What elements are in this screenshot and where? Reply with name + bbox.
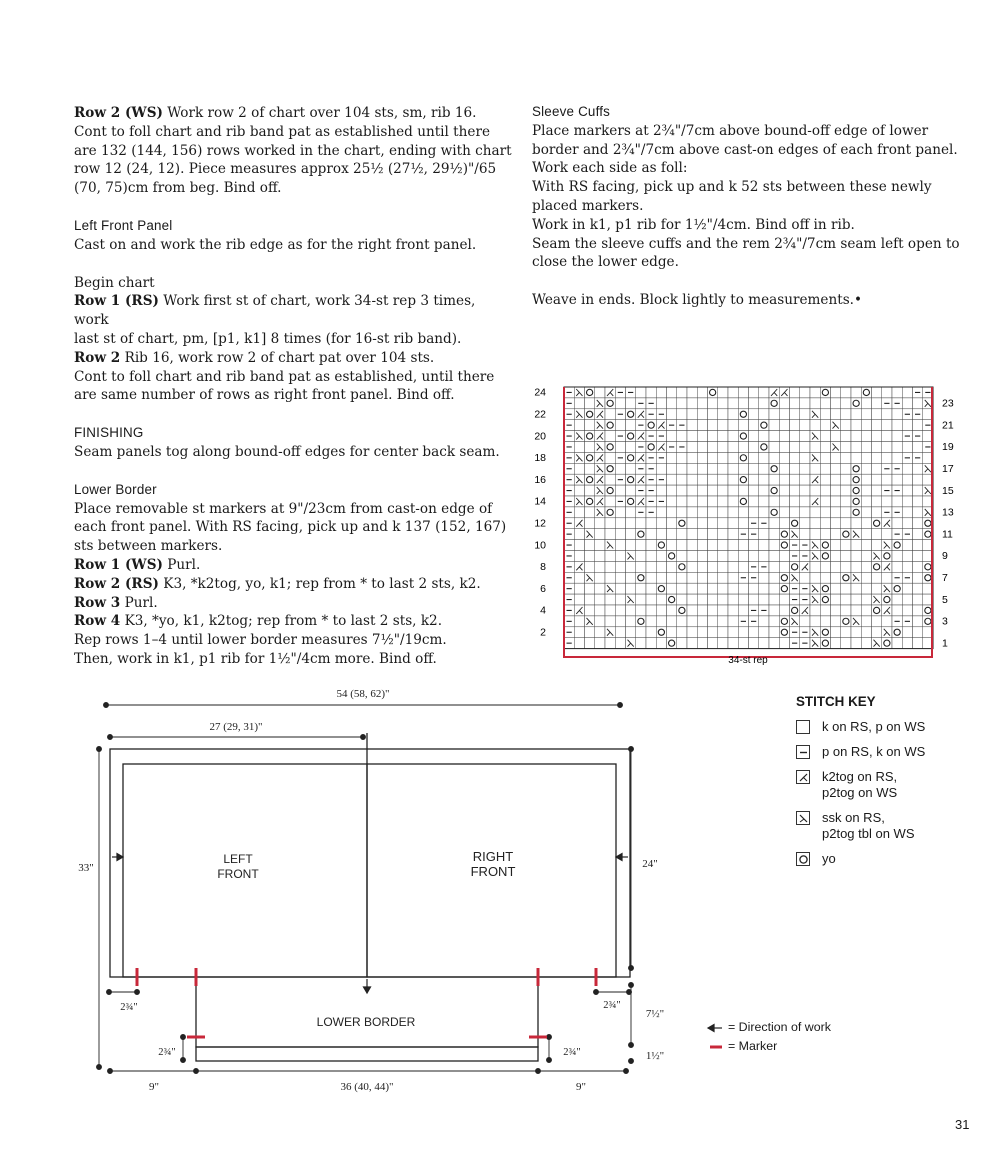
key-label: p on RS, k on WS (822, 744, 926, 759)
row-label-left: 18 (534, 452, 546, 465)
dim-dot (104, 703, 109, 708)
text-line: Seam panels tog along bound-off edges for center back seam. (74, 443, 500, 460)
dim-dot (135, 990, 140, 995)
section-heading: Left Front Panel (74, 217, 173, 233)
row-label-right: 17 (942, 463, 954, 476)
k2tog-slash-icon (796, 770, 810, 784)
dim-dot (594, 990, 599, 995)
stitch-key-title: STITCH KEY (796, 694, 876, 709)
dim-dot (194, 1069, 199, 1074)
legend-direction: = Direction of work (728, 1020, 831, 1034)
ssk-slash-icon (796, 811, 810, 825)
lower-border-rib (196, 1047, 538, 1061)
text-line: border and 2¾"/7cm above cast-on edges of each front panel. (532, 141, 958, 158)
outer-panel-outline (110, 749, 630, 977)
text-line: Cast on and work the rib edge as for the right front panel. (74, 236, 477, 253)
key-row-yo (796, 851, 925, 867)
text-line: close the lower edge. (532, 254, 679, 271)
repeat-label: 34-st rep (728, 655, 768, 666)
row-label-left: 14 (534, 495, 546, 508)
dim-dot (97, 1065, 102, 1070)
dim-dot (361, 735, 366, 740)
row-label-right: 7 (942, 572, 948, 585)
label-marker-left: 2¾" (158, 1047, 176, 1058)
text-line: are same number of rows as right front panel. Bind off. (74, 387, 455, 404)
row-label-left: 16 (534, 473, 546, 486)
text-line: Rep rows 1–4 until lower border measures 7½"/19cm. (74, 632, 447, 649)
label-right-front-1: RIGHT (472, 849, 514, 864)
dim-dot (547, 1035, 552, 1040)
row-label-right: 21 (942, 419, 954, 432)
text-line: Then, work in k1, p1 rib for 1½"/4cm more. Bind off. (74, 650, 437, 667)
label-total-width: 54 (58, 62)" (336, 688, 390, 700)
dim-dot (108, 735, 113, 740)
yo-circle-icon (796, 852, 810, 866)
text-line: last st of chart, pm, [p1, k1] 8 times (for 16-st rib band). (74, 330, 462, 347)
section-heading: Lower Border (74, 481, 157, 497)
key-label: p2tog on WS (822, 785, 898, 800)
row-label-left: 8 (540, 561, 546, 574)
row-label-left: 6 (540, 582, 546, 595)
text-line: Cont to foll chart and rib band pat as established, until there (74, 368, 495, 385)
text-line: Row 1 (WS) Purl. (74, 556, 201, 573)
dim-dot (629, 747, 634, 752)
label-marker-right: 2¾" (563, 1047, 581, 1058)
row-label-right: 13 (942, 506, 954, 519)
legend-marker: = Marker (728, 1039, 778, 1053)
row-label-right: 19 (942, 441, 954, 454)
text-line: sts between markers. (74, 538, 223, 555)
text-line: (70, 75)cm from beg. Bind off. (74, 180, 282, 197)
dim-dot (108, 1069, 113, 1074)
direction-arrow-icon (708, 1025, 714, 1032)
label-bottom-right: 9" (576, 1081, 586, 1093)
key-label: ssk on RS, (822, 810, 885, 825)
label-left-front-1: LEFT (223, 852, 253, 866)
dim-dot (181, 1058, 186, 1063)
row-label-right: 11 (942, 528, 953, 541)
dim-dot (629, 983, 634, 988)
blank-square-icon (796, 720, 810, 734)
stitch-key (796, 694, 925, 876)
text-line: Row 2 (WS) Work row 2 of chart over 104 sts, sm, rib 16. (74, 105, 477, 121)
dim-dot (629, 966, 634, 971)
text-line: Row 3 Purl. (74, 594, 158, 611)
row-label-right: 1 (942, 637, 948, 650)
arrow-left-icon (616, 854, 622, 861)
label-lower-border: LOWER BORDER (316, 1015, 416, 1029)
dim-dot (618, 703, 623, 708)
key-label: yo (822, 851, 836, 866)
text-line: are 132 (144, 156) rows worked in the chart, ending with chart (74, 142, 512, 159)
label-height-left: 33" (78, 862, 94, 874)
text-line: row 12 (24, 12). Piece measures approx 25½ (27½, 29½)"/65 (74, 161, 497, 178)
text-line: Cont to foll chart and rib band pat as established until there (74, 123, 490, 140)
key-row-k2tog (796, 769, 925, 801)
arrow-right-icon (117, 854, 123, 861)
page-number: 31 (955, 1117, 970, 1132)
label-right-front-2: FRONT (470, 864, 516, 879)
dim-dot (629, 1059, 634, 1064)
section-heading: FINISHING (74, 425, 144, 441)
row-label-right: 23 (942, 397, 954, 410)
dim-dot (629, 1043, 634, 1048)
row-label-left: 24 (534, 386, 546, 399)
key-label: k2tog on RS, (822, 769, 898, 784)
text-line: Row 2 Rib 16, work row 2 of chart pat over 104 sts. (74, 349, 435, 366)
text-line: Place markers at 2¾"/7cm above bound-off edge of lower (532, 122, 929, 139)
key-row-knit (796, 719, 925, 735)
row-label-left: 4 (540, 604, 546, 617)
text-line: Place removable st markers at 9"/23cm from cast-on edge of (74, 500, 493, 517)
text-line: Row 1 (RS) Work first st of chart, work 34-st rep 3 times, work (74, 293, 476, 329)
row-label-left: 20 (534, 430, 546, 443)
row-label-right: 3 (942, 615, 948, 628)
label-cuff-left: 2¾" (120, 1002, 138, 1013)
row-label-right: 15 (942, 484, 954, 497)
row-label-right: 5 (942, 593, 948, 606)
dim-dot (97, 747, 102, 752)
dim-dot (107, 990, 112, 995)
label-border-depth: 7½" (645, 1008, 665, 1020)
text-line: Seam the sleeve cuffs and the rem 2¾"/7cm seam left open to (532, 235, 960, 252)
dim-dot (536, 1069, 541, 1074)
row-label-left: 22 (534, 408, 546, 421)
label-height-right: 24" (642, 858, 658, 870)
label-left-front-2: FRONT (217, 867, 259, 881)
section-heading: Sleeve Cuffs (532, 104, 611, 119)
label-bottom-left: 9" (149, 1081, 159, 1093)
key-label: k on RS, p on WS (822, 719, 926, 734)
section-heading: Begin chart (74, 274, 155, 291)
text-line: Work in k1, p1 rib for 1½"/4cm. Bind off in rib. (532, 216, 855, 233)
row-label-right: 9 (942, 550, 948, 563)
text-line: Row 4 K3, *yo, k1, k2tog; rep from * to last 2 sts, k2. (74, 613, 443, 630)
dim-dot (624, 1069, 629, 1074)
label-rib-depth: 1½" (645, 1050, 665, 1062)
dim-dot (181, 1035, 186, 1040)
key-label: p2tog tbl on WS (822, 826, 915, 841)
closing-line: Weave in ends. Block lightly to measurements.• (532, 292, 863, 309)
dim-dot (547, 1058, 552, 1063)
text-line: Work each side as foll: (532, 160, 688, 177)
label-half-width: 27 (29, 31)" (209, 721, 263, 733)
arrow-down-icon (364, 987, 371, 993)
label-bottom-mid: 36 (40, 44)" (340, 1081, 394, 1093)
label-cuff-right: 2¾" (603, 1000, 621, 1011)
text-line: With RS facing, pick up and k 52 sts between these newly (532, 179, 932, 196)
row-label-left: 2 (540, 626, 546, 639)
text-line: placed markers. (532, 197, 644, 214)
text-line: each front panel. With RS facing, pick up and k 137 (152, 167) (74, 519, 507, 536)
row-label-left: 10 (534, 539, 546, 552)
text-line: Row 2 (RS) K3, *k2tog, yo, k1; rep from * to last 2 sts, k2. (74, 575, 481, 592)
dim-dot (627, 990, 632, 995)
purl-dash-icon (796, 745, 810, 759)
key-row-ssk (796, 810, 925, 842)
key-row-purl (796, 744, 925, 760)
row-label-left: 12 (534, 517, 546, 530)
